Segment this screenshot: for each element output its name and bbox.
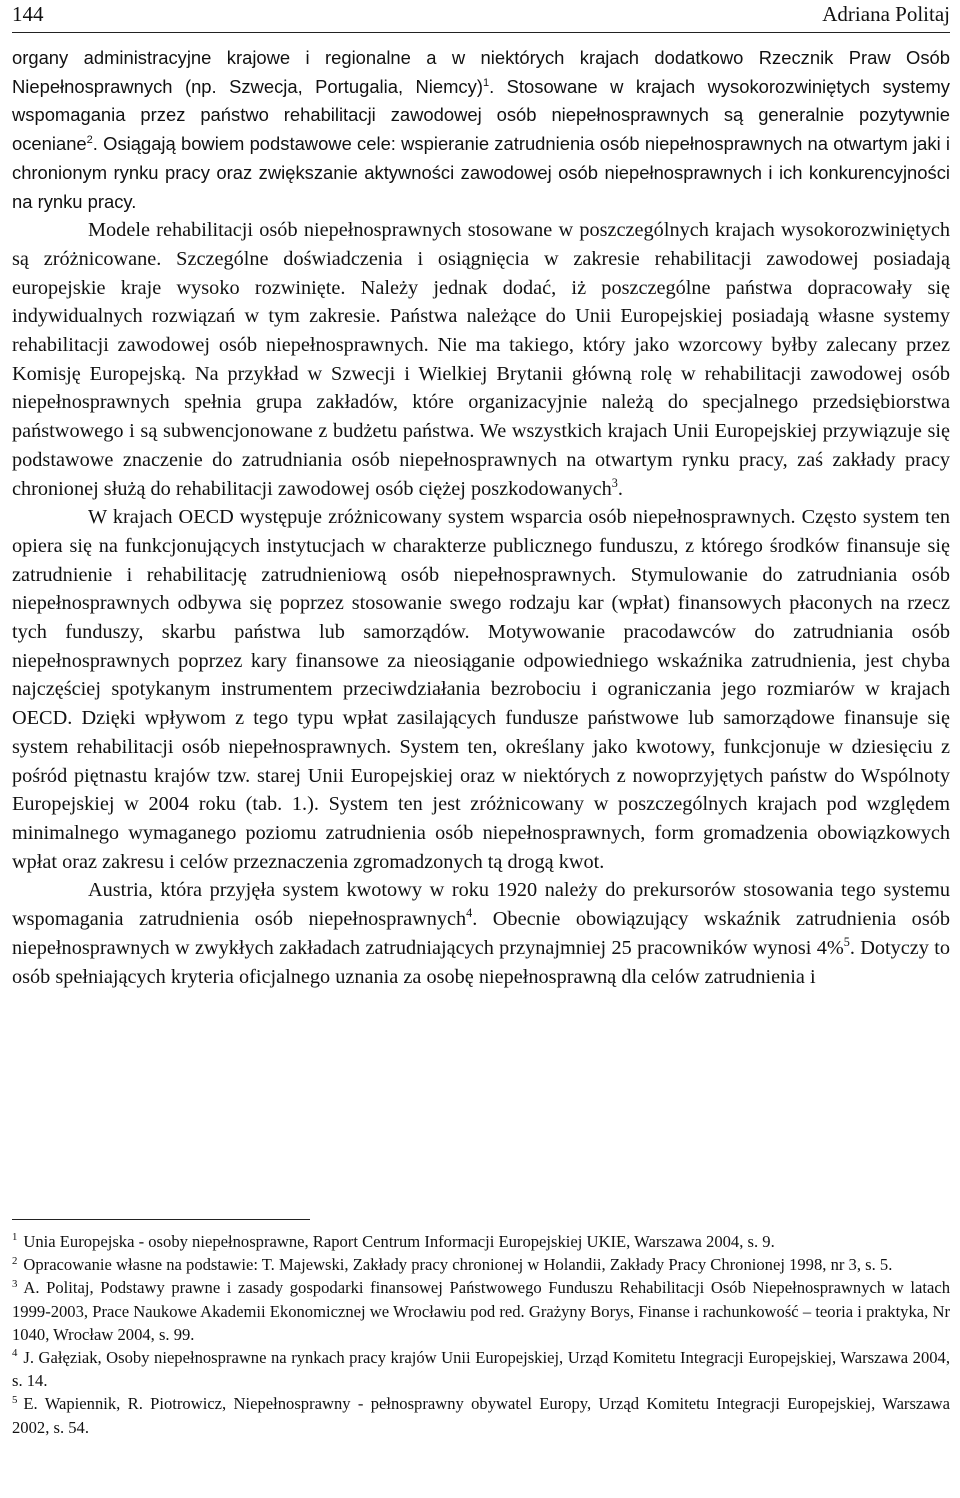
footnote-4 — [12, 1346, 950, 1392]
footnotes — [12, 1230, 950, 1439]
running-header — [12, 0, 950, 33]
footnote-3 — [12, 1276, 950, 1346]
footnote-text: J. Gałęziak, Osoby niepełnosprawne na rynkach pracy krajów Unii Europejskiej, Urząd Komitetu Integracji Europejskiej, Warszawa 2004, s. 14. — [12, 1348, 950, 1391]
text-segment: W krajach OECD występuje zróżnicowany system wsparcia osób niepełnosprawnych. Często system ten opiera się na funkcjonujących instytucjach w charakterze publicznego funduszu, z którego środków finansuje się zatrudnienie i rehabilitację zatrudnieniową osób niepełnosprawnych. Stymulowanie do zatrudniania osób niepełnosprawnych odbywa się poprzez stosowanie swego rodzaju kar (wpłat) finansowych płaconych na rzecz tych funduszy, skarbu państwa lub samorządów. Motywowanie pracodawców do zatrudniania osób niepełnosprawnych poprzez kary finansowe za nieosiąganie odpowiedniego wskaźnika zatrudnienia, jest chyba najczęściej spotykanym instrumentem przeciwdziałania bezrobociu i ograniczania jego rozmiarów w krajach OECD. Dzięki wpływom z tego typu wpłat zasilających fundusze państwowe lub samorządowe finansuje się system rehabilitacji osób niepełnosprawnych. System ten, określany jako kwotowy, funkcjonuje w dziesięciu z pośród piętnastu krajów tzw. starej Unii Europejskiej oraz w niektórych z nowoprzyjętych państw do Wspólnoty Europejskiej w 2004 roku (tab. 1.). System ten jest zróżnicowany w poszczególnych krajach pod względem minimalnego wymaganego poziomu zatrudnienia osób niepełnosprawnych, form gromadzenia obowiązkowych wpłat oraz zakresu i celów przeznaczenia zgromadzonych tą drogą kwot. — [12, 506, 950, 873]
footnote-separator — [12, 1219, 310, 1220]
footnote-number: 4 — [12, 1347, 18, 1360]
text-segment: . Osiągają bowiem podstawowe cele: wspieranie zatrudnienia osób niepełnosprawnych na otwartym jaki i chronionym rynku pracy oraz zwiększanie aktywności zawodowej osób niepełnosprawnych i ich konkurencyjności na rynku pracy. — [12, 133, 950, 212]
text-segment: . Obecnie obowiązujący wskaźnik zatrudnienia osób niepełnosprawnych w zwykłych zakładach zatrudniających przynajmniej 25 pracowników wynosi 4% — [12, 908, 950, 959]
footnote-ref: 3 — [611, 475, 618, 490]
footnote-number: 5 — [12, 1393, 18, 1406]
text-segment: organy administracyjne krajowe i regionalne a w niektórych krajach dodatkowo Rzecznik Praw Osób Niepełnosprawnych (np. Szwecja, Portugalia, Niemcy) — [12, 47, 950, 97]
footnote-5 — [12, 1392, 950, 1438]
paragraph-1 — [12, 44, 950, 216]
text-segment: Austria, która przyjęła system kwotowy w roku 1920 należy do prekursorów stosowania tego systemu wspomagania zatrudnienia osób niepełnosprawnych — [12, 879, 950, 931]
footnote-ref: 5 — [843, 935, 850, 950]
footnote-text: A. Politaj, Podstawy prawne i zasady gospodarki finansowej Państwowego Funduszu Rehabilitacji Osób Niepełnosprawnych w latach 1999-2003, Prace Naukowe Akademii Ekonomicznej we Wrocławiu pod red. Grażyny Borys, Finanse i rachunkowość – teoria i praktyka, Nr 1040, Wrocław 2004, s. 99. — [12, 1278, 950, 1344]
footnote-number: 1 — [12, 1231, 18, 1244]
footnote-text: E. Wapiennik, R. Piotrowicz, Niepełnosprawny - pełnosprawny obywatel Europy, Urząd Komitetu Integracji Europejskiej, Warszawa 2002, s. 54. — [12, 1394, 950, 1437]
footnote-text: Unia Europejska - osoby niepełnosprawne, Raport Centrum Informacji Europejskiej UKIE, Warszawa 2004, s. 9. — [23, 1232, 775, 1251]
footnote-ref: 2 — [86, 133, 93, 146]
body-text — [12, 44, 950, 991]
footnote-1 — [12, 1230, 950, 1253]
footnote-number: 3 — [12, 1277, 18, 1290]
footnote-ref: 4 — [466, 906, 473, 921]
page-number: 144 — [12, 2, 44, 26]
footnote-ref: 1 — [482, 76, 490, 89]
footnote-number: 2 — [12, 1254, 18, 1267]
paragraph-4 — [12, 876, 950, 991]
text-segment: . — [617, 477, 623, 500]
text-segment: . Stosowane w krajach wysokorozwiniętych systemy wspomagania przez państwo rehabilitacji zawodowej osób niepełnosprawnych są generalnie pozytywnie oceniane — [12, 75, 950, 155]
running-head-author: Adriana Politaj — [822, 2, 950, 26]
text-segment: Modele rehabilitacji osób niepełnosprawnych stosowane w poszczególnych krajach wysokorozwiniętych są zróżnicowane. Szczególne doświadczenia i osiągnięcia w zakresie rehabilitacji zawodowej posiadają europejskie kraje wysoko rozwinięte. Należy jednak dodać, iż poszczególne państwa dopracowały się indywidualnych rozwiązań w tym zakresie. Państwa należące do Unii Europejskiej posiadają własne systemy rehabilitacji zawodowej osób niepełnosprawnych. Nie ma takiego, który jako wzorcowy byłby zalecany przez Komisję Europejską. Na przykład w Szwecji i Wielkiej Brytanii główną rolę w rehabilitacji zawodowej osób niepełnosprawnych spełnia grupa zakładów, które organizacyjnie należą do specjalnego przedsiębiorstwa państwowego i są subwencjonowane z budżetu państwa. We wszystkich krajach Unii Europejskiej przywiązuje się podstawowe znaczenie do zatrudniania osób niepełnosprawnych na otwartym rynku pracy, zaś zakłady pracy chronionej służą do rehabilitacji zawodowej osób ciężej poszkodowanych — [12, 219, 950, 500]
paragraph-2 — [12, 216, 950, 503]
paragraph-3 — [12, 503, 950, 876]
footnote-text: Opracowanie własne na podstawie: T. Majewski, Zakłady pracy chronionej w Holandii, Zakłady Pracy Chronionej 1998, nr 3, s. 5. — [23, 1255, 893, 1275]
text-segment: . Dotyczy to osób spełniających kryteria oficjalnego uznania za osobę niepełnosprawną dla celów zatrudnienia i — [12, 936, 950, 988]
footnote-2 — [12, 1253, 950, 1276]
